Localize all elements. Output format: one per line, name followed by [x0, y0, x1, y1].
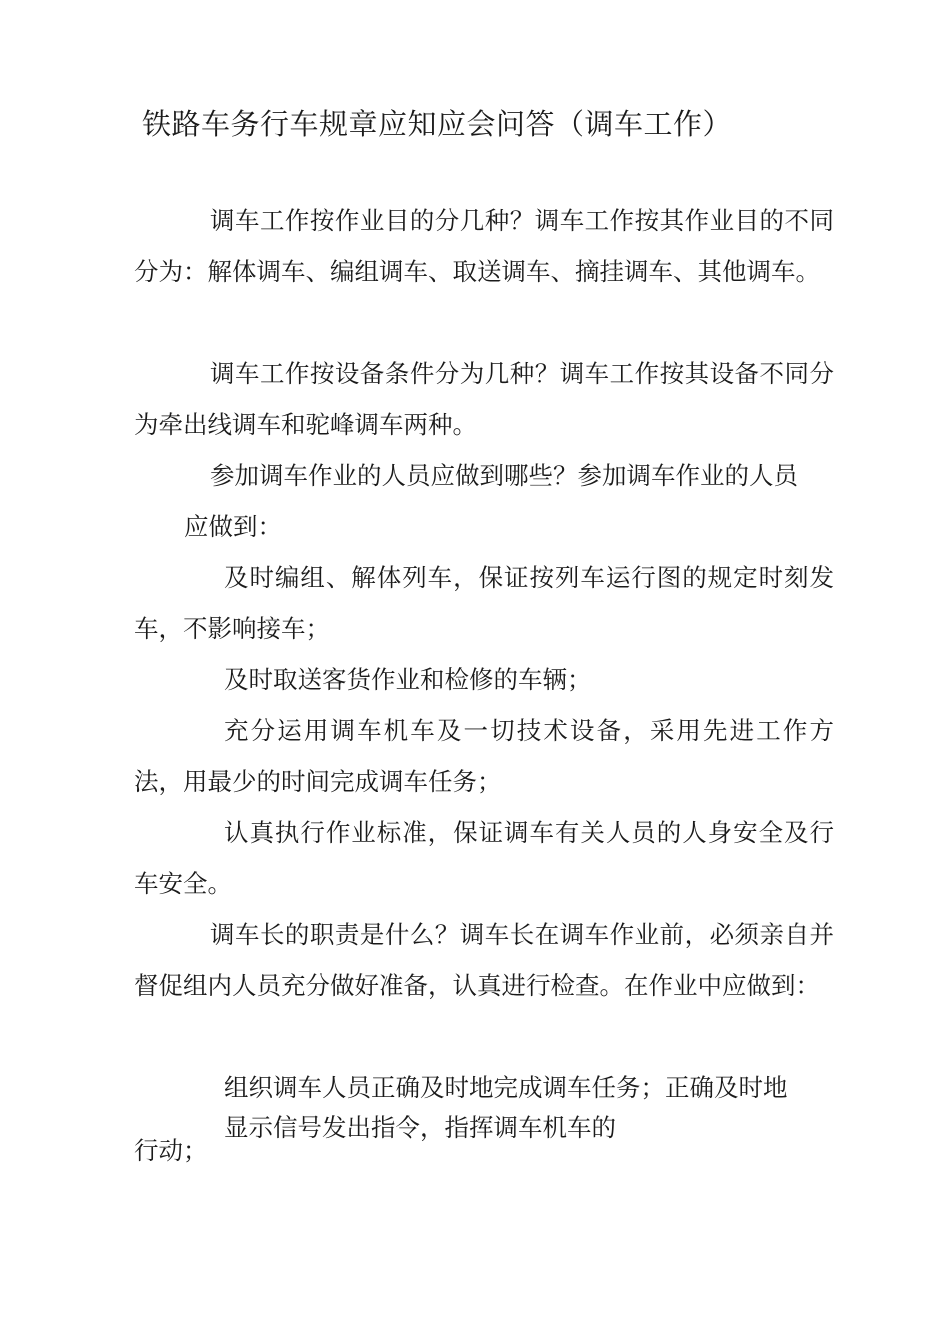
paragraph-shunting-by-purpose: 调车工作按作业目的分几种？调车工作按其作业目的不同分为：解体调车、编组调车、取送调车、摘挂调车、其他调车。: [134, 206, 834, 286]
paragraph-item-organize: 组织调车人员正确及时地完成调车任务；正确及时地: [224, 1073, 788, 1102]
paragraph-item-safety: 认真执行作业标准，保证调车有关人员的人身安全及行车安全。: [134, 818, 834, 898]
paragraph-item-vehicle-delivery: 及时取送客货作业和检修的车辆；: [224, 665, 592, 694]
document-title: 铁路车务行车规章应知应会问答（调车工作）: [142, 107, 733, 141]
paragraph-item-train-formation: 及时编组、解体列车，保证按列车运行图的规定时刻发车，不影响接车；: [134, 563, 834, 643]
paragraph-shunting-by-equipment: 调车工作按设备条件分为几种？调车工作按其设备不同分为牵出线调车和驼峰调车两种。: [134, 359, 834, 439]
paragraph-personnel-lead: 应做到：: [184, 512, 282, 541]
paragraph-item-action: 行动；: [134, 1136, 208, 1165]
paragraph-item-equipment-use: 充分运用调车机车及一切技术设备，采用先进工作方法，用最少的时间完成调车任务；: [134, 716, 834, 796]
paragraph-shunting-leader-duties: 调车长的职责是什么？调车长在调车作业前，必须亲自并督促组内人员充分做好准备，认真进行检查。在作业中应做到：: [134, 920, 834, 1000]
paragraph-personnel-question: 参加调车作业的人员应做到哪些？参加调车作业的人员: [210, 461, 798, 490]
paragraph-item-signal: 显示信号发出指令，指挥调车机车的: [224, 1113, 616, 1142]
